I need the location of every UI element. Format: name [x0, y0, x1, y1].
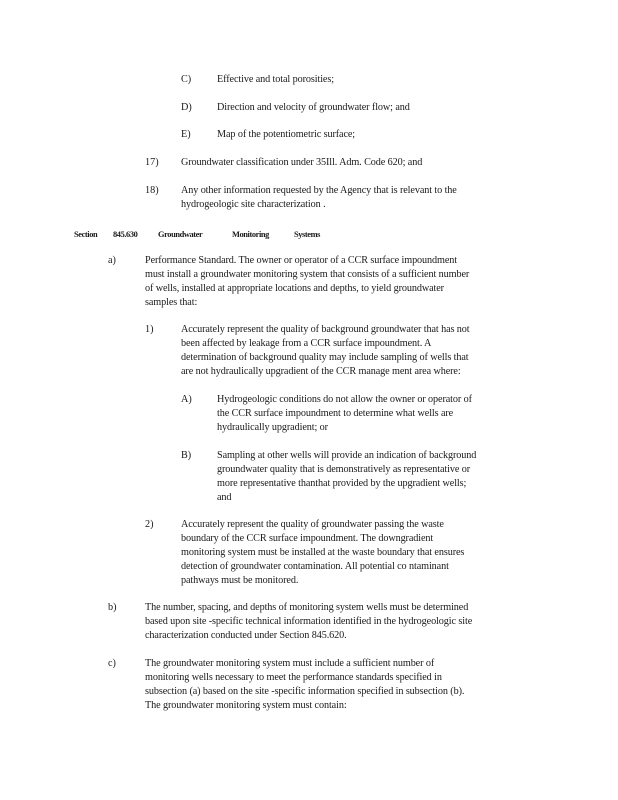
paragraph-line: Accurately represent the quality of background groundwater that has not — [181, 324, 470, 335]
list-item-text: Map of the potentiometric surface; — [217, 129, 356, 140]
paragraph-line: the CCR surface impoundment to determine what wells are — [217, 408, 454, 419]
paragraph-line: detection of groundwater contamination. All potential co ntaminant — [181, 561, 449, 572]
section-title-word: Monitoring — [232, 230, 269, 239]
list-marker: 18) — [145, 185, 159, 196]
section-title-word: Groundwater — [158, 230, 203, 239]
paragraph-line: Hydrogeologic conditions do not allow the owner or operator of — [217, 394, 472, 405]
list-marker: E) — [181, 129, 191, 140]
paragraph-line: determination of background quality may include sampling of wells that — [181, 352, 469, 363]
paragraph-line: been affected by leakage from a CCR surface impoundment. A — [181, 338, 432, 349]
list-marker: B) — [181, 450, 192, 461]
paragraph-line: boundary of the CCR surface impoundment. The downgradient — [181, 533, 434, 544]
list-marker: 1) — [145, 324, 154, 335]
list-item-text: Groundwater classification under 35Ill. Adm. Code 620; and — [181, 157, 423, 168]
paragraph-line: subsection (a) based on the site -specific information specified in subsection (b). — [145, 686, 465, 697]
paragraph-line: monitoring system must be installed at the waste boundary that ensures — [181, 547, 465, 558]
list-marker: 2) — [145, 519, 154, 530]
list-marker: D) — [181, 102, 192, 113]
paragraph-line: monitoring wells necessary to meet the performance standards specified in — [145, 672, 442, 683]
paragraph-line: The groundwater monitoring system must contain: — [145, 700, 347, 711]
list-item-text: Effective and total porosities; — [217, 74, 334, 85]
list-marker: A) — [181, 394, 192, 405]
list-marker: 17) — [145, 157, 159, 168]
paragraph-line: Sampling at other wells will provide an indication of background — [217, 450, 477, 461]
list-item-text: Direction and velocity of groundwater flow; and — [217, 102, 410, 113]
paragraph-line: characterization conducted under Section 845.620. — [145, 630, 347, 641]
paragraph-line: samples that: — [145, 297, 198, 308]
list-item-text: Any other information requested by the Agency that is relevant to the — [181, 185, 457, 196]
paragraph-line: Performance Standard. The owner or operator of a CCR surface impoundment — [145, 255, 458, 266]
section-number: 845.630 — [113, 230, 138, 239]
paragraph-line: hydraulically upgradient; or — [217, 422, 328, 433]
paragraph-marker: a) — [108, 255, 116, 266]
paragraph-line: are not hydraulically upgradient of the CCR manage ment area where: — [181, 366, 461, 377]
paragraph-line: must install a groundwater monitoring system that consists of a sufficient number — [145, 269, 470, 280]
list-marker: C) — [181, 74, 192, 85]
paragraph-line: groundwater quality that is demonstratively as representative or — [217, 464, 471, 475]
section-title-word: Systems — [294, 230, 321, 239]
paragraph-line: The groundwater monitoring system must include a sufficient number of — [145, 658, 435, 669]
section-label: Section — [74, 230, 98, 239]
paragraph-marker: c) — [108, 658, 116, 669]
paragraph-marker: b) — [108, 602, 117, 613]
paragraph-line: and — [217, 492, 232, 503]
paragraph-line: based upon site -specific technical information identified in the hydrogeologic site — [145, 616, 473, 627]
paragraph-line: more representative thanthat provided by the upgradient wells; — [217, 478, 467, 489]
paragraph-line: Accurately represent the quality of groundwater passing the waste — [181, 519, 444, 530]
list-item-text: hydrogeologic site characterization . — [181, 199, 326, 210]
paragraph-line: pathways must be monitored. — [181, 575, 299, 586]
paragraph-line: of wells, installed at appropriate locations and depths, to yield groundwater — [145, 283, 444, 294]
paragraph-line: The number, spacing, and depths of monitoring system wells must be determined — [145, 602, 469, 613]
